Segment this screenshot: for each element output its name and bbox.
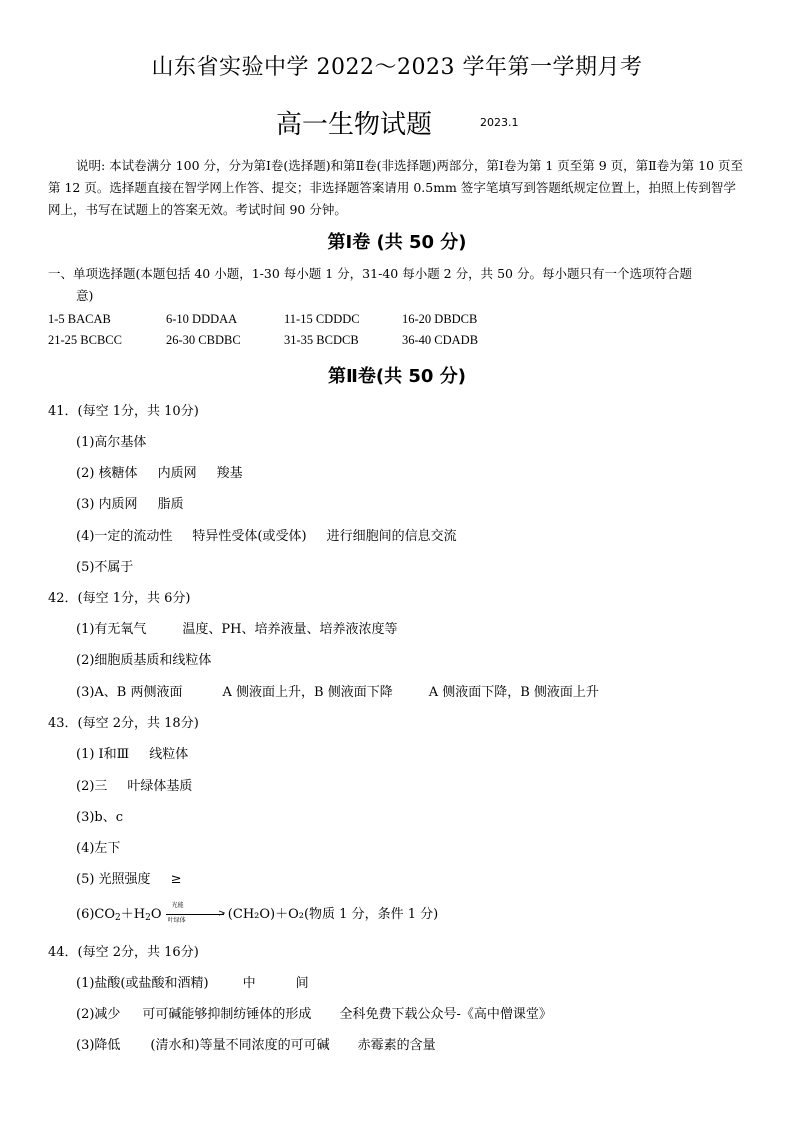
q43-item-1 xyxy=(76,743,188,762)
answer-text: 线粒体 xyxy=(149,747,189,762)
answer-group: 31-35 BCDCB xyxy=(284,333,359,347)
q42-item-2 xyxy=(76,649,211,668)
q44-item-1 xyxy=(76,972,309,991)
answer-text: (4)一定的流动性 xyxy=(76,529,173,544)
answer-text: 脂质 xyxy=(157,497,184,512)
exam-date: 2023.1 xyxy=(480,116,519,129)
answer-group: 26-30 CBDBC xyxy=(166,333,241,347)
answer-text: (3)A、B 两侧液面 xyxy=(76,685,183,700)
exam-title: 山东省实验中学 2022～2023 学年第一学期月考 xyxy=(151,55,643,80)
equation-text: (6)CO xyxy=(76,907,116,922)
equation-text: ＋H xyxy=(120,907,146,922)
equation-text: O xyxy=(150,907,162,922)
answer-text: (3)b、c xyxy=(76,810,124,825)
q44-item-3 xyxy=(76,1034,436,1053)
answer-text: (2)减少 xyxy=(76,1007,121,1022)
answer-text: 赤霉素的含量 xyxy=(357,1038,436,1053)
part1-heading: 第Ⅰ卷 (共 50 分) xyxy=(327,232,467,253)
q43-item-2 xyxy=(76,775,192,794)
reaction-arrow xyxy=(166,901,226,924)
q41-item-5 xyxy=(76,556,133,575)
q41-item-2 xyxy=(76,462,243,481)
equation-text: (CH₂O)＋O₂(物质 1 分，条件 1 分) xyxy=(227,907,439,922)
answer-text: (3)降低 xyxy=(76,1038,121,1053)
subscript: 2 xyxy=(145,913,151,923)
answer-text: (1)高尔基体 xyxy=(76,435,147,450)
answer-text: (1)有无氧气 xyxy=(76,622,147,637)
arrow-condition-top: 光能 xyxy=(171,901,184,909)
answer-text: 间 xyxy=(295,976,309,991)
q43-item-4 xyxy=(76,837,120,856)
q42-item-3 xyxy=(76,681,599,700)
answer-text: 中 xyxy=(242,976,256,991)
answer-group: 36-40 CDADB xyxy=(402,333,479,347)
arrow-head-icon: > xyxy=(218,908,226,919)
answer-group: 1-5 BACAB xyxy=(48,312,111,326)
answer-text: (2)三 xyxy=(76,779,108,794)
answer-group: 11-15 CDDDC xyxy=(284,312,360,326)
part1-instruction-cont: 意) xyxy=(76,288,94,303)
answer-text: (5) 光照强度 xyxy=(76,872,151,887)
answer-text: (3) 内质网 xyxy=(76,497,138,512)
answer-text: 羧基 xyxy=(216,466,243,481)
arrow-condition-bottom: 叶绿体 xyxy=(167,916,186,924)
q41-item-3 xyxy=(76,493,184,512)
q43-item-3 xyxy=(76,806,123,825)
exam-subtitle: 高一生物试题 xyxy=(276,110,433,140)
q44-item-2 xyxy=(76,1003,552,1022)
q43-header: 43．(每空 2分，共 18分) xyxy=(48,716,199,731)
q43-item-5 xyxy=(76,868,181,887)
q43-item-6-equation xyxy=(76,903,438,923)
answer-text: (2) 核糖体 xyxy=(76,466,138,481)
answer-text: (5)不属于 xyxy=(76,560,134,575)
answer-text: (清水和)等量不同浓度的可可碱 xyxy=(150,1038,330,1053)
q41-item-4 xyxy=(76,525,457,544)
answer-text: (1)盐酸(或盐酸和酒精) xyxy=(76,976,209,991)
q41-item-1 xyxy=(76,431,146,450)
exam-instructions: 说明: 本试卷满分 100 分，分为第Ⅰ卷(选择题)和第Ⅱ卷(非选择题)两部分，第Ⅰ卷为第 1 页至第 9 页，第Ⅱ卷为第 10 页至第 12 页。选择题直接在智学网上作答、提交；非选择题答案请用 0.5mm 签字笔填写到答题纸规定位置上，拍照上传到智学网上，书写在试题上的答案无效。考试时间 90 分钟。 xyxy=(48,158,744,217)
answer-text: 叶绿体基质 xyxy=(127,779,193,794)
answer-text: (2)细胞质基质和线粒体 xyxy=(76,653,212,668)
answer-text: 可可碱能够抑制纺锤体的形成 xyxy=(142,1007,312,1022)
answer-text: 全科免费下载公众号-《高中僧课堂》 xyxy=(339,1007,552,1022)
q42-header: 42．(每空 1分，共 6分) xyxy=(48,591,191,606)
answer-group: 16-20 DBDCB xyxy=(402,312,478,326)
answer-group: 6-10 DDDAA xyxy=(166,312,238,326)
part2-heading: 第Ⅱ卷(共 50 分) xyxy=(328,366,466,387)
q44-header: 44．(每空 2分，共 16分) xyxy=(48,945,199,960)
answer-text: 进行细胞间的信息交流 xyxy=(326,529,457,544)
subscript: 2 xyxy=(115,913,121,923)
part1-instruction: 一、单项选择题(本题包括 40 小题，1-30 每小题 1 分，31-40 每小题 2 分，共 50 分。每小题只有一个选项符合题 xyxy=(48,266,692,281)
answer-group: 21-25 BCBCC xyxy=(48,333,122,347)
answer-text: ≥ xyxy=(170,872,182,887)
answer-text: A 侧液面上升，B 侧液面下降 xyxy=(222,685,393,700)
answer-text: (1) Ⅰ和Ⅲ xyxy=(76,747,130,762)
q41-header: 41．(每空 1分，共 10分) xyxy=(48,404,199,419)
answer-text: 特异性受体(或受体) xyxy=(192,529,307,544)
answer-text: 内质网 xyxy=(157,466,197,481)
q42-item-1 xyxy=(76,618,398,637)
answer-text: A 侧液面下降，B 侧液面上升 xyxy=(428,685,599,700)
answer-text: (4)左下 xyxy=(76,841,121,856)
answer-text: 温度、PH、培养液量、培养液浓度等 xyxy=(182,622,398,637)
